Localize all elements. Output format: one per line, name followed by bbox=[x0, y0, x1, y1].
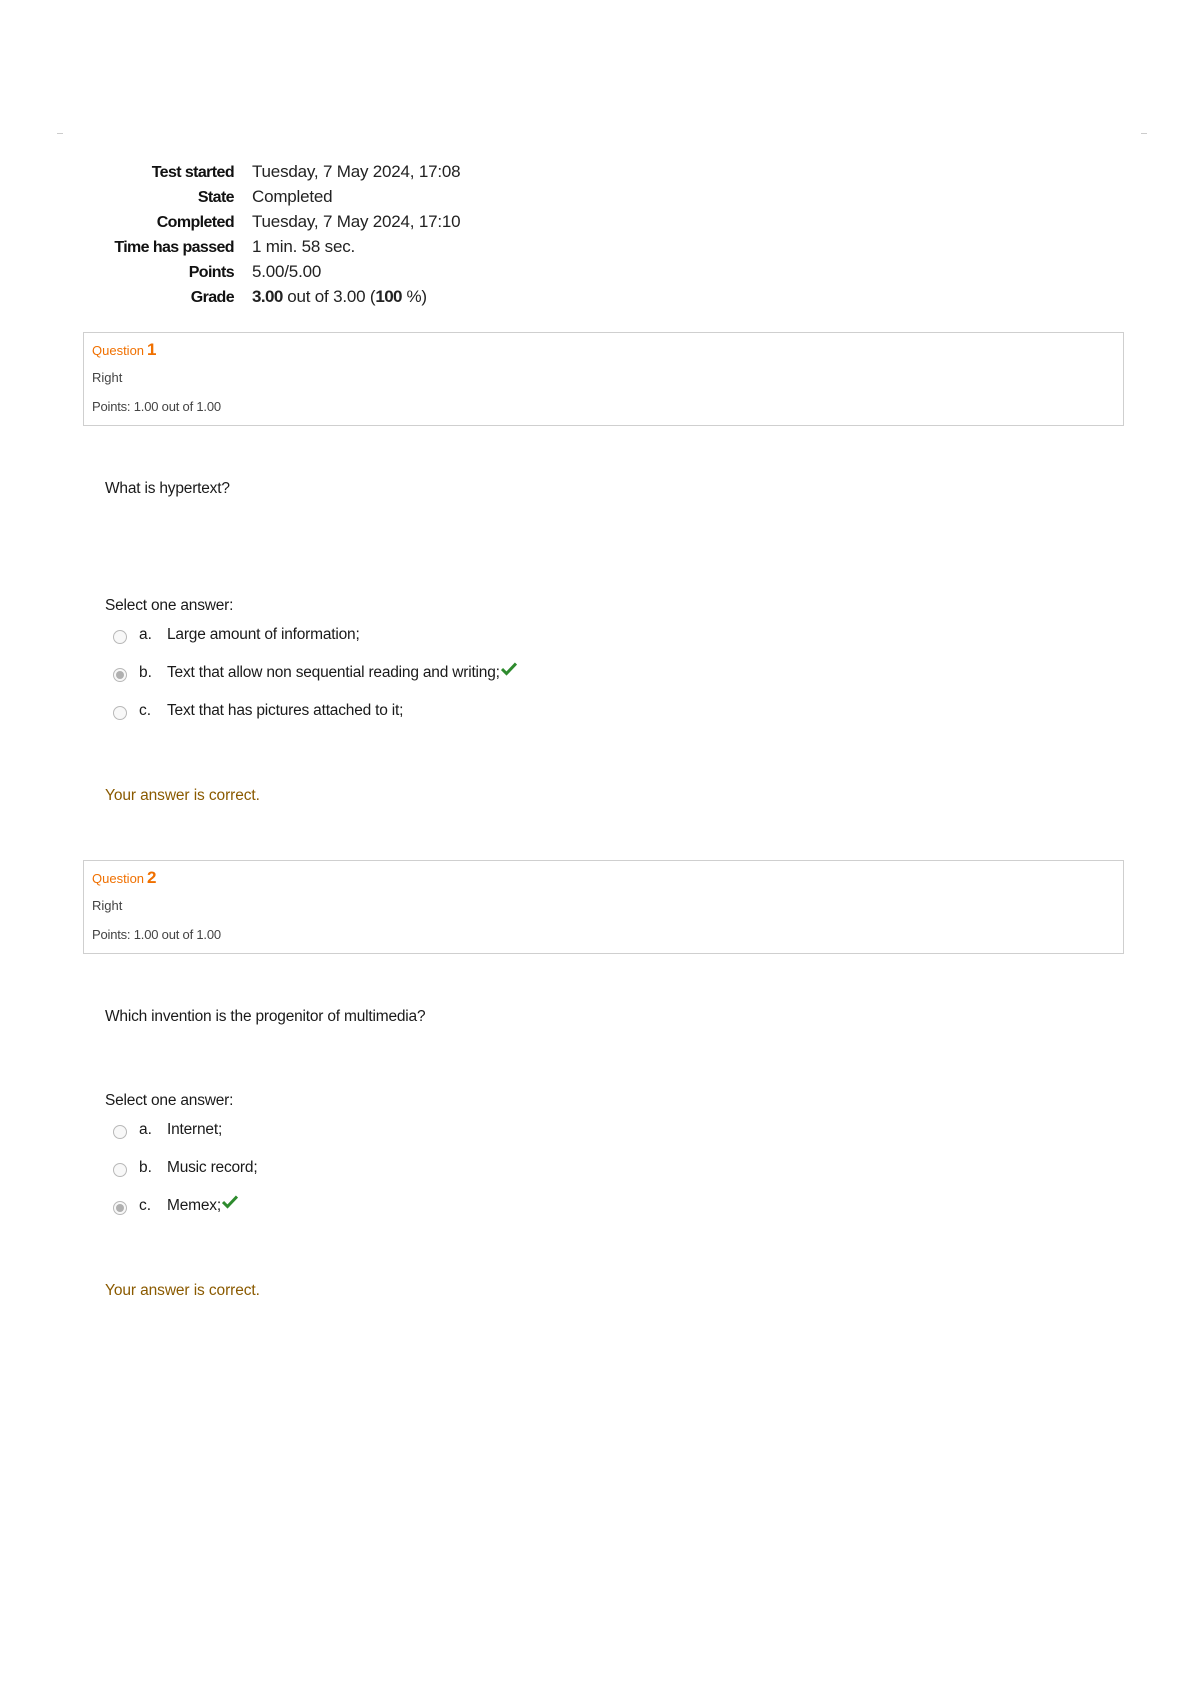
grade-score: 3.00 bbox=[252, 287, 283, 306]
radio-button-selected[interactable] bbox=[113, 1201, 127, 1215]
option-text: Music record; bbox=[167, 1159, 258, 1176]
option-1c[interactable] bbox=[113, 700, 403, 722]
question-points: Points: 1.00 out of 1.00 bbox=[92, 399, 221, 414]
check-icon bbox=[501, 662, 517, 676]
summary-label: Points bbox=[188, 264, 234, 281]
option-text: Text that allow non sequential reading and writing; bbox=[167, 664, 500, 681]
summary-row-started bbox=[80, 162, 460, 187]
option-letter: b. bbox=[139, 1159, 152, 1176]
summary-value: Tuesday, 7 May 2024, 17:08 bbox=[252, 162, 461, 181]
summary-value: Tuesday, 7 May 2024, 17:10 bbox=[252, 212, 461, 231]
summary-label: Grade bbox=[190, 289, 234, 306]
option-2c[interactable] bbox=[113, 1195, 238, 1217]
feedback-2: Your answer is correct. bbox=[105, 1282, 260, 1299]
option-text: Memex; bbox=[167, 1197, 221, 1214]
corner-mark-right bbox=[1141, 133, 1147, 134]
option-1a[interactable] bbox=[113, 624, 360, 646]
question-text-2: Which invention is the progenitor of multimedia? bbox=[105, 1008, 426, 1025]
summary-row-completed bbox=[80, 212, 460, 237]
question-text-1: What is hypertext? bbox=[105, 480, 230, 497]
attempt-summary bbox=[80, 162, 460, 312]
summary-label: State bbox=[197, 189, 234, 206]
question-label: Question bbox=[92, 343, 145, 358]
radio-button[interactable] bbox=[113, 630, 127, 644]
question-info-1 bbox=[83, 332, 1124, 426]
radio-button[interactable] bbox=[113, 1163, 127, 1177]
select-one-label: Select one answer: bbox=[105, 1092, 234, 1109]
option-2b[interactable] bbox=[113, 1157, 257, 1179]
question-number: 2 bbox=[147, 868, 157, 887]
grade-out-of: out of 3.00 ( bbox=[282, 287, 376, 306]
option-text: Large amount of information; bbox=[167, 626, 360, 643]
option-text: Internet; bbox=[167, 1121, 223, 1138]
summary-row-state bbox=[80, 187, 460, 212]
summary-label: Completed bbox=[156, 214, 234, 231]
summary-label: Time has passed bbox=[114, 239, 234, 256]
question-state: Right bbox=[92, 898, 123, 913]
radio-button-selected[interactable] bbox=[113, 668, 127, 682]
feedback-1: Your answer is correct. bbox=[105, 787, 260, 804]
option-letter: c. bbox=[139, 702, 152, 719]
question-label: Question bbox=[92, 871, 145, 886]
question-points: Points: 1.00 out of 1.00 bbox=[92, 927, 221, 942]
summary-row-points bbox=[80, 262, 460, 287]
option-letter: a. bbox=[139, 626, 152, 643]
question-heading bbox=[92, 340, 157, 360]
summary-value: 1 min. 58 sec. bbox=[252, 237, 356, 256]
question-number: 1 bbox=[147, 340, 157, 359]
select-one-label: Select one answer: bbox=[105, 597, 234, 614]
summary-row-time bbox=[80, 237, 460, 262]
option-letter: a. bbox=[139, 1121, 152, 1138]
summary-value: Completed bbox=[252, 187, 333, 206]
corner-mark-left bbox=[57, 133, 63, 134]
option-1b[interactable] bbox=[113, 662, 517, 684]
option-text: Text that has pictures attached to it; bbox=[167, 702, 404, 719]
question-heading bbox=[92, 868, 157, 888]
question-info-2 bbox=[83, 860, 1124, 954]
check-icon bbox=[222, 1195, 238, 1209]
option-letter: b. bbox=[139, 664, 152, 681]
summary-label: Test started bbox=[151, 164, 234, 181]
radio-button[interactable] bbox=[113, 1125, 127, 1139]
option-2a[interactable] bbox=[113, 1119, 222, 1141]
radio-button[interactable] bbox=[113, 706, 127, 720]
summary-row-grade bbox=[80, 287, 460, 312]
option-letter: c. bbox=[139, 1197, 152, 1214]
question-state: Right bbox=[92, 370, 123, 385]
summary-value: 5.00/5.00 bbox=[252, 262, 322, 281]
grade-value bbox=[252, 287, 427, 307]
grade-suffix: %) bbox=[401, 287, 427, 306]
grade-percent: 100 bbox=[375, 287, 402, 306]
